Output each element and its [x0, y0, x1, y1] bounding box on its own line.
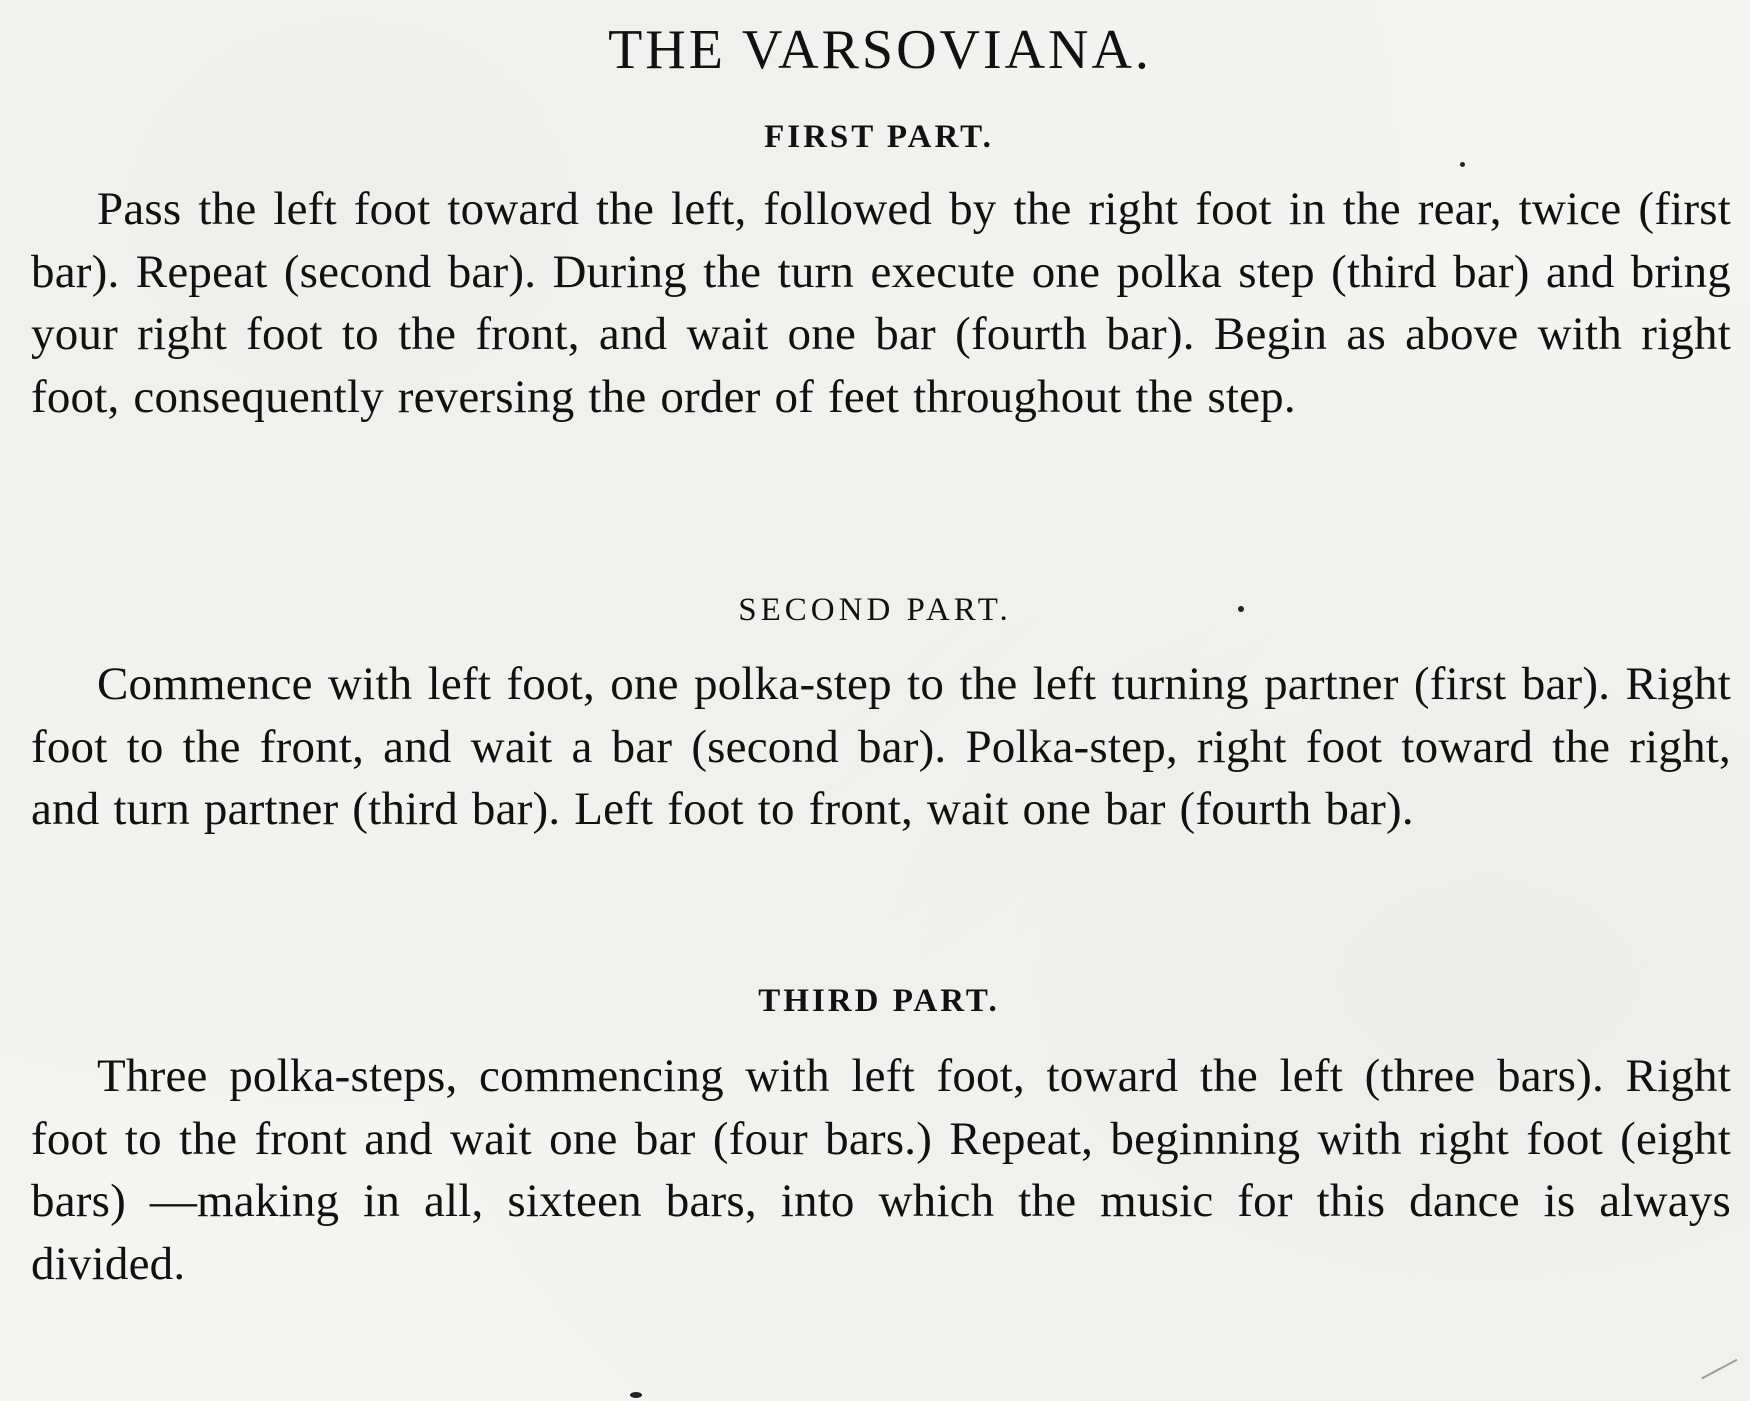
pencil-mark	[1695, 1347, 1738, 1380]
ink-speck	[1238, 606, 1244, 612]
ink-speck	[1460, 162, 1465, 167]
section-heading-third: THIRD PART.	[758, 983, 1000, 1019]
section-text-third: Three polka-steps, commencing with left foot, toward the left (three bars). Right foot to the front and wait one bar (four bars.) Repeat, beginning with right foot (eight bars) —making in all, sixteen bars, into which the music for this dance is always divided.	[31, 1050, 1731, 1290]
ink-speck	[630, 1392, 642, 1398]
section-heading-first: FIRST PART.	[764, 119, 994, 155]
section-text-second: Commence with left foot, one polka-step to the left turning partner (first bar). Right foot to the front, and wait a bar (second bar). Polka-step, right foot toward the right, and turn partner (third bar). Left foot to front, wait one bar (fourth bar).	[31, 658, 1731, 835]
section-text-first: Pass the left foot toward the left, followed by the right foot in the rear, twice (first bar). Repeat (second bar). During the turn execute one polka step (third bar) and bring your right foot to the front, and wait one bar (fourth bar). Begin as above with right foot, consequently reversing the order of feet throughout the step.	[31, 183, 1731, 423]
section-heading-second: SECOND PART.	[738, 592, 1012, 628]
page-title: THE VARSOVIANA.	[608, 19, 1152, 81]
